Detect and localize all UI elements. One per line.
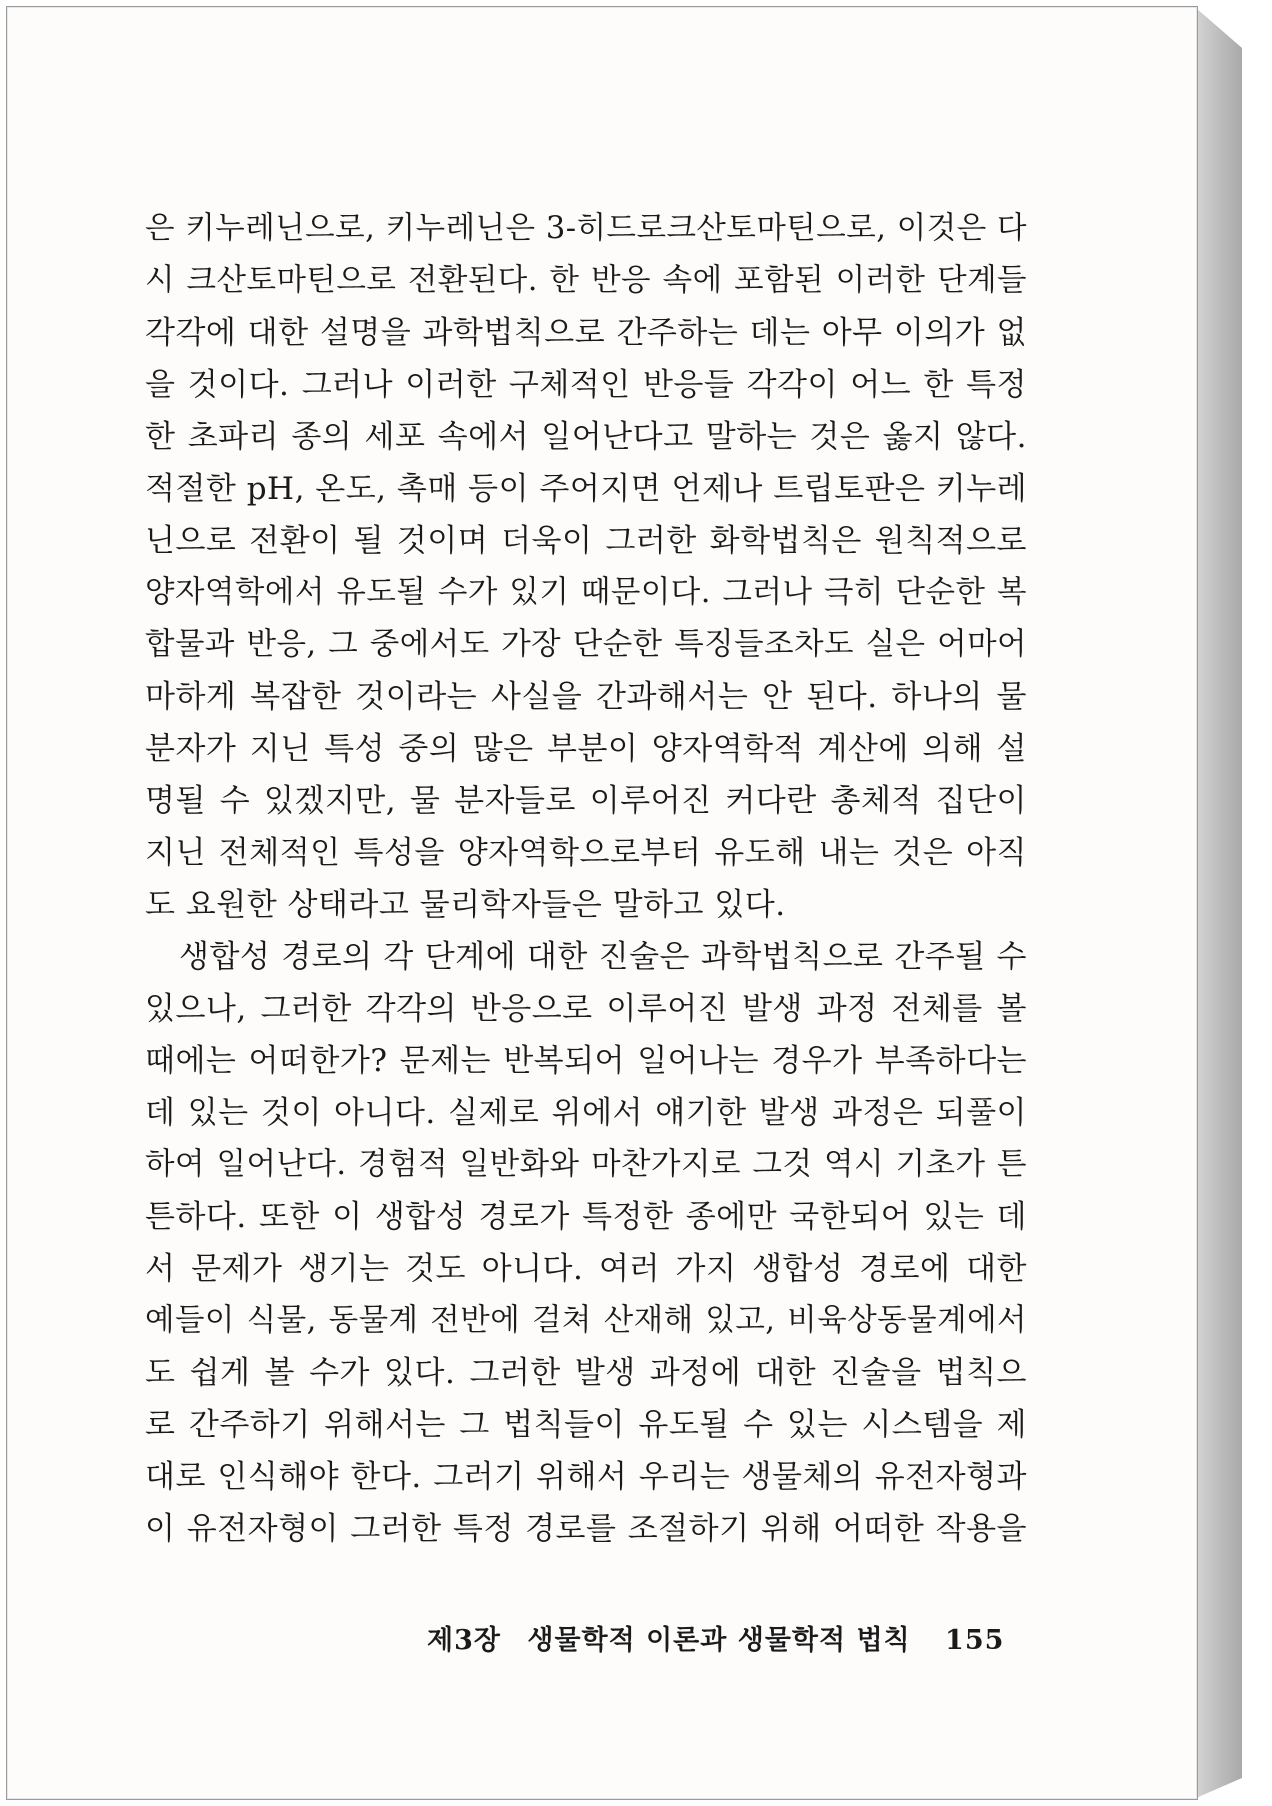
text-line: 도 요원한 상태라고 물리학자들은 말하고 있다. (145, 887, 786, 923)
text-line: 분자가 지닌 특성 중의 많은 부분이 양자역학적 계산에 의해 설 (145, 731, 1027, 767)
text-line: 각각에 대한 설명을 과학법칙으로 간주하는 데는 아무 이의가 없 (145, 315, 1027, 351)
page (6, 6, 1198, 1800)
text-line: 은 키누레닌으로, 키누레닌은 3-히드로크산토마틴으로, 이것은 다 (145, 211, 1027, 246)
text-line: 을 것이다. 그러나 이러한 구체적인 반응들 각각이 어느 한 특정 (145, 367, 1027, 403)
text-line: 합물과 반응, 그 중에서도 가장 단순한 특징들조차도 실은 어마어 (145, 627, 1027, 662)
text-line: 도 쉽게 볼 수가 있다. 그러한 발생 과정에 대한 진술을 법칙으 (145, 1355, 1027, 1391)
text-line: 하여 일어난다. 경험적 일반화와 마찬가지로 그것 역시 기초가 튼 (145, 1147, 1027, 1182)
body-text (145, 203, 1027, 1555)
text-line: 대로 인식해야 한다. 그러기 위해서 우리는 생물체의 유전자형과 (145, 1459, 1027, 1495)
text-line: 지닌 전체적인 특성을 양자역학으로부터 유도해 내는 것은 아직 (145, 835, 1027, 871)
page-stack-edge (1196, 8, 1242, 1798)
text-line: 시 크산토마틴으로 전환된다. 한 반응 속에 포함된 이러한 단계들 (145, 263, 1027, 298)
text-line: 마하게 복잡한 것이라는 사실을 간과해서는 안 된다. 하나의 물 (145, 679, 1027, 715)
text-line: 데 있는 것이 아니다. 실제로 위에서 얘기한 발생 과정은 되풀이 (145, 1095, 1027, 1131)
text-line: 닌으로 전환이 될 것이며 더욱이 그러한 화학법칙은 원칙적으로 (145, 523, 1027, 559)
chapter-label: 제3장 (427, 1625, 501, 1656)
chapter-title: 생물학적 이론과 생물학적 법칙 (527, 1625, 911, 1656)
text-line: 한 초파리 종의 세포 속에서 일어난다고 말하는 것은 옳지 않다. (145, 419, 1027, 455)
text-line: 명될 수 있겠지만, 물 분자들로 이루어진 커다란 총체적 집단이 (145, 783, 1027, 819)
text-line: 있으나, 그러한 각각의 반응으로 이루어진 발생 과정 전체를 볼 (145, 991, 1027, 1027)
text-line: 예들이 식물, 동물계 전반에 걸쳐 산재해 있고, 비육상동물계에서 (145, 1303, 1027, 1338)
text-line: 이 유전자형이 그러한 특정 경로를 조절하기 위해 어떠한 작용을 (145, 1511, 1027, 1547)
page-footer (427, 1618, 1004, 1657)
text-line: 튼하다. 또한 이 생합성 경로가 특정한 종에만 국한되어 있는 데 (145, 1199, 1027, 1235)
page-number: 155 (945, 1625, 1005, 1656)
text-line: 양자역학에서 유도될 수가 있기 때문이다. 그러나 극히 단순한 복 (145, 575, 1027, 610)
text-line: 로 간주하기 위해서는 그 법칙들이 유도될 수 있는 시스템을 제 (145, 1407, 1027, 1443)
text-line: 적절한 pH, 온도, 촉매 등이 주어지면 언제나 트립토판은 키누레 (145, 471, 1028, 507)
text-line: 생합성 경로의 각 단계에 대한 진술은 과학법칙으로 간주될 수 (179, 939, 1027, 975)
text-line: 때에는 어떠한가? 문제는 반복되어 일어나는 경우가 부족하다는 (145, 1043, 1027, 1079)
text-line: 서 문제가 생기는 것도 아니다. 여러 가지 생합성 경로에 대한 (145, 1251, 1027, 1287)
